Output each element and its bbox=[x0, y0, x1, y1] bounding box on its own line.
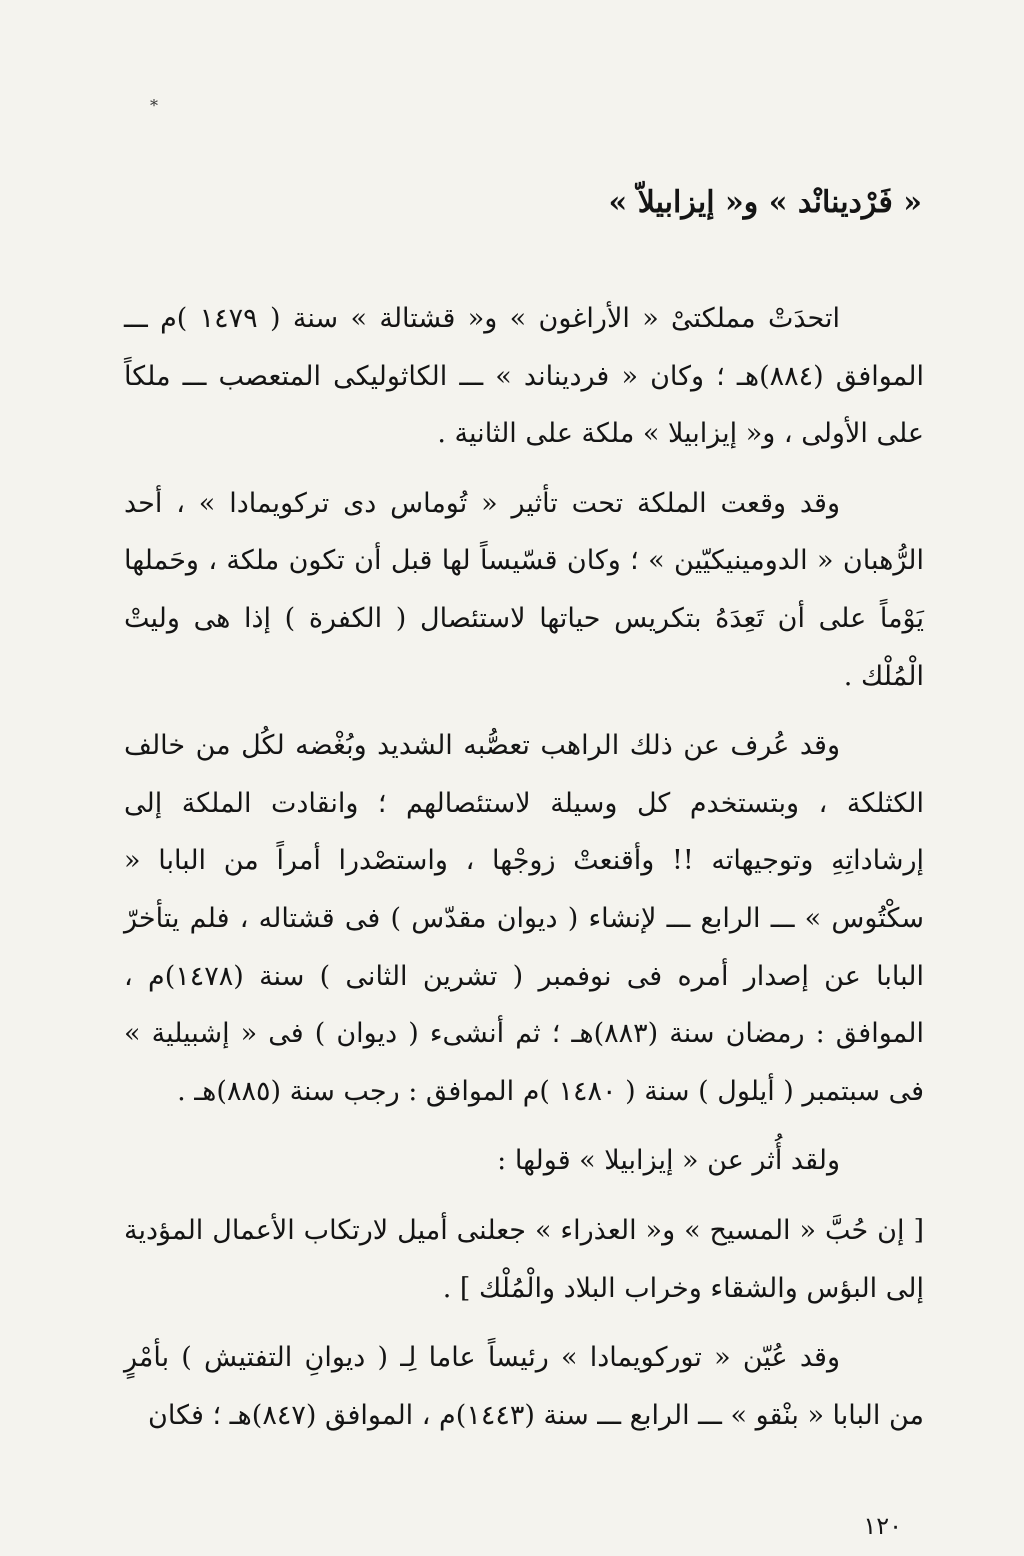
page-body bbox=[124, 290, 924, 1444]
paragraph-torquemada-influence: وقد وقعت الملكة تحت تأثير « تُوماس دى تركويمادا » ، أحد الرُّهبان « الدومينيكيّين » ؛ وكان قسّيساً لها قبل أن تكون ملكة ، وحَملها يَوْماً على أن تَعِدَهُ بتكريس حياتها لاستئصال ( الكفرة ) إذا هى وليتْ الْمُلْك . bbox=[124, 487, 924, 692]
paragraph-isabella-quote: [ إن حُبَّ « المسيح » و« العذراء » جعلنى أميل لارتكاب الأعمال المؤدية إلى البؤس والشقاء وخراب البلاد والْمُلْك ] . bbox=[124, 1214, 924, 1304]
paragraph-union-of-kingdoms: اتحدَتْ مملكتىْ « الأراغون » و« قشتالة » سنة ( ١٤٧٩ )م ـــ الموافق (٨٨٤)هـ ؛ وكان « فرديناند » ـــ الكاثوليكى المتعصب ـــ ملكاً على الأولى ، و« إيزابيلا » ملكة على الثانية . bbox=[124, 303, 925, 450]
chapter-title: « فَرْدينانْد » و« إيزابيلاّ » bbox=[608, 185, 922, 220]
page-number: ١٢٠ bbox=[863, 1512, 902, 1540]
paragraph-isabella-saying-intro: ولقد أُثر عن « إيزابيلا » قولها : bbox=[497, 1145, 840, 1177]
ink-speck: * bbox=[150, 96, 158, 115]
paragraph-torquemada-appointment: وقد عُيّن « توركويمادا » رئيساً عاما لِـ ( ديوانِ التفتيش ) بأمْرٍ من البابا « بنْقو » ـــ الرابع ـــ سنة (١٤٤٣)م ، الموافق (٨٤٧)هـ ؛ فكان bbox=[124, 1342, 924, 1431]
paragraph-inquisition-founding: وقد عُرف عن ذلك الراهب تعصُّبه الشديد وبُغْضه لكُل من خالف الكثلكة ، وبتستخدم كل وسيلة لاستئصالهم ؛ وانقادت الملكة إلى إرشاداتِهِ وتوجيهاته !! وأقنعتْ زوجْها ، واستصْدرا أمراً من البابا « سكْتُوس » ـــ الرابع ـــ لإنشاء ( ديوان مقدّس ) فى قشتاله ، فلم يتأخرّ البابا عن إصدار أمره فى نوفمبر ( تشرين الثانى ) سنة (١٤٧٨)م ، الموافق : رمضان سنة (٨٨٣)هـ ؛ ثم أنشىء ( ديوان ) فى « إشبيلية » فى سبتمبر ( أيلول ) سنة ( ١٤٨٠ )م الموافق : رجب سنة (٨٨٥)هـ . bbox=[124, 730, 924, 1107]
